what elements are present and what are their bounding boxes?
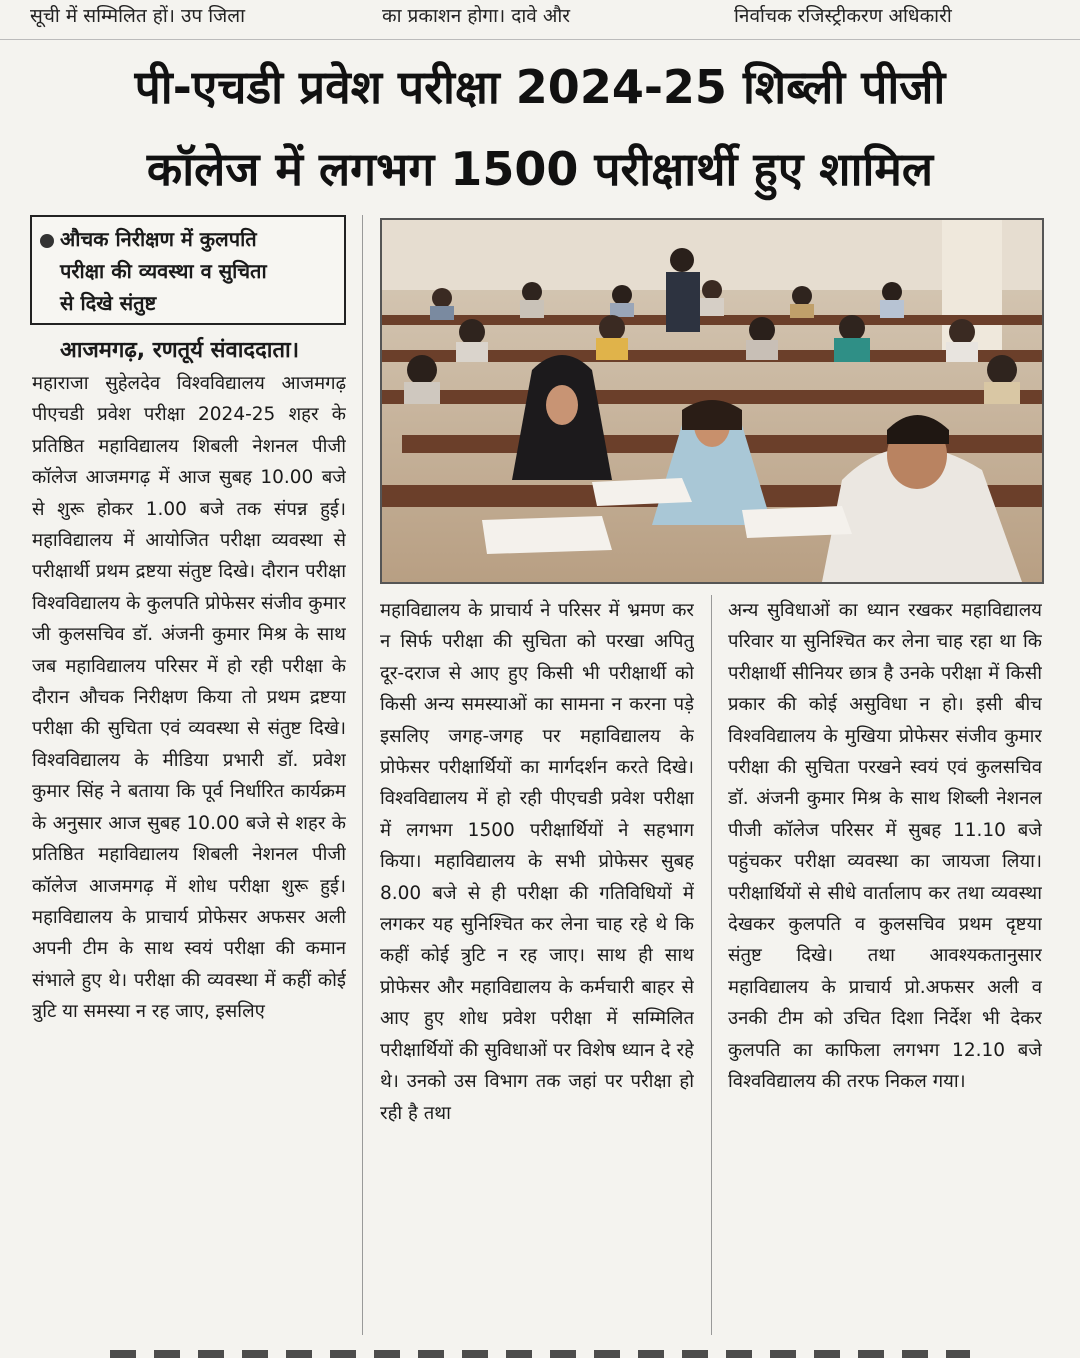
strip-text-1: सूची में सम्मिलित हों। उप जिला — [30, 5, 246, 27]
highlight-line-3: से दिखे संतुष्ट — [60, 291, 157, 315]
highlight-line-2: परीक्षा की व्यवस्था व सुचिता — [60, 259, 267, 283]
article-column-2 — [380, 595, 694, 1335]
column-2-text: महाविद्यालय के प्राचार्य ने परिसर में भ्रमण कर न सिर्फ परीक्षा की सुचिता को परखा अपितु दूर-दराज से आए हुए किसी भी परीक्षार्थी को किसी अन्य समस्याओं का सामना न करना पड़े इसलिए जगह-जगह पर महाविद्यालय के प्रोफेसर परीक्षार्थियों का मार्गदर्शन करते दिखे। विश्वविद्यालय में हो रही पीएचडी प्रवेश परीक्षा में लगभग 1500 परीक्षार्थियों ने सहभाग किया। महाविद्यालय के सभी प्रोफेसर सुबह 8.00 बजे से ही परीक्षा की गतिविधियों में लगकर यह सुनिश्चित कर लेना चाह रहे थे कि कहीं कोई त्रुटि न रह जाए। साथ ही साथ प्रोफेसर और महाविद्यालय के कर्मचारी बाहर से आए हुए शोध प्रवेश परीक्षा में सम्मिलित परीक्षार्थियों की सुविधाओं पर विशेष ध्यान दे रहे थे। उनको उस विभाग तक जहां पर परीक्षा हो रही है तथा — [380, 600, 694, 1124]
headline-line-1: पी-एचडी प्रवेश परीक्षा 2024-25 शिब्ली पीजी — [134, 60, 946, 114]
bullet-icon — [40, 234, 54, 248]
previous-article-strip — [0, 0, 1080, 40]
highlight-line-1: औचक निरीक्षण में कुलपति — [60, 227, 257, 251]
highlight-box — [30, 215, 346, 325]
strip-text-2: का प्रकाशन होगा। दावे और — [382, 5, 571, 27]
next-headline-cut-off — [110, 1344, 970, 1358]
exam-hall-illustration — [382, 220, 1042, 582]
column-rule-1 — [362, 215, 363, 1335]
dateline: आजमगढ़, रणतूर्य संवाददाता। — [60, 338, 300, 363]
article-column-3 — [728, 595, 1042, 1335]
column-1-text: महाराजा सुहेलदेव विश्वविद्यालय आजमगढ़ पीएचडी प्रवेश परीक्षा 2024-25 शहर के प्रतिष्ठित महाविद्यालय शिबली नेशनल पीजी कॉलेज आजमगढ़ में आज सुबह 10.00 बजे से शुरू होकर 1.00 बजे तक संपन्न हुई। महाविद्यालय में आयोजित परीक्षा व्यवस्था से परीक्षार्थी प्रथम द्रष्टया संतुष्ट दिखे। दौरान परीक्षा विश्वविद्यालय के कुलपति प्रोफेसर संजीव कुमार जी कुलसचिव डॉ. अंजनी कुमार मिश्र के साथ जब महाविद्यालय परिसर में हो रही परीक्षा के दौरान औचक निरीक्षण किया तो प्रथम द्रष्टया परीक्षा की सुचिता एवं व्यवस्था से संतुष्ट दिखे। विश्वविद्यालय के मीडिया प्रभारी डॉ. प्रवेश कुमार सिंह ने बताया कि पूर्व निर्धारित कार्यक्रम के अनुसार आज सुबह 10.00 बजे से शहर के प्रतिष्ठित महाविद्यालय शिबली नेशनल पीजी कॉलेज आजमगढ़ में शोध परीक्षा शुरू हुई। महाविद्यालय के प्राचार्य प्रोफेसर अफसर अली अपनी टीम के साथ स्वयं परीक्षा की कमान संभाले हुए थे। परीक्षा की व्यवस्था में कहीं कोई त्रुटि या समस्या न रह जाए, इसलिए — [32, 373, 346, 1023]
exam-hall-photo — [380, 218, 1044, 584]
article-column-1 — [32, 368, 346, 1316]
column-rule-2 — [711, 595, 712, 1335]
headline-line-2: कॉलेज में लगभग 1500 परीक्षार्थी हुए शामिल — [146, 142, 934, 196]
strip-text-3: निर्वाचक रजिस्ट्रीकरण अधिकारी — [734, 5, 952, 27]
column-3-text: अन्य सुविधाओं का ध्यान रखकर महाविद्यालय परिवार या सुनिश्चित कर लेना चाह रहा था कि परीक्षार्थी सीनियर छात्र है उनके परीक्षा में किसी प्रकार की कोई असुविधा न हो। इसी बीच विश्वविद्यालय के मुखिया प्रोफेसर संजीव कुमार परीक्षा की सुचिता परखने स्वयं एवं कुलसचिव डॉ. अंजनी कुमार मिश्र के साथ शिब्ली नेशनल पीजी कॉलेज परिसर में सुबह 11.10 बजे पहुंचकर परीक्षा व्यवस्था का जायजा लिया। परीक्षार्थियों से सीधे वार्तालाप कर तथा व्यवस्था देखकर कुलपति व कुलसचिव प्रथम दृष्टया संतुष्ट दिखे। तथा आवश्यकतानुसार महाविद्यालय के प्राचार्य प्रो.अफसर अली व उनकी टीम को उचित दिशा निर्देश भी देकर कुलपति का काफिला लगभग 12.10 बजे विश्वविद्यालय की तरफ निकल गया। — [728, 600, 1042, 1093]
